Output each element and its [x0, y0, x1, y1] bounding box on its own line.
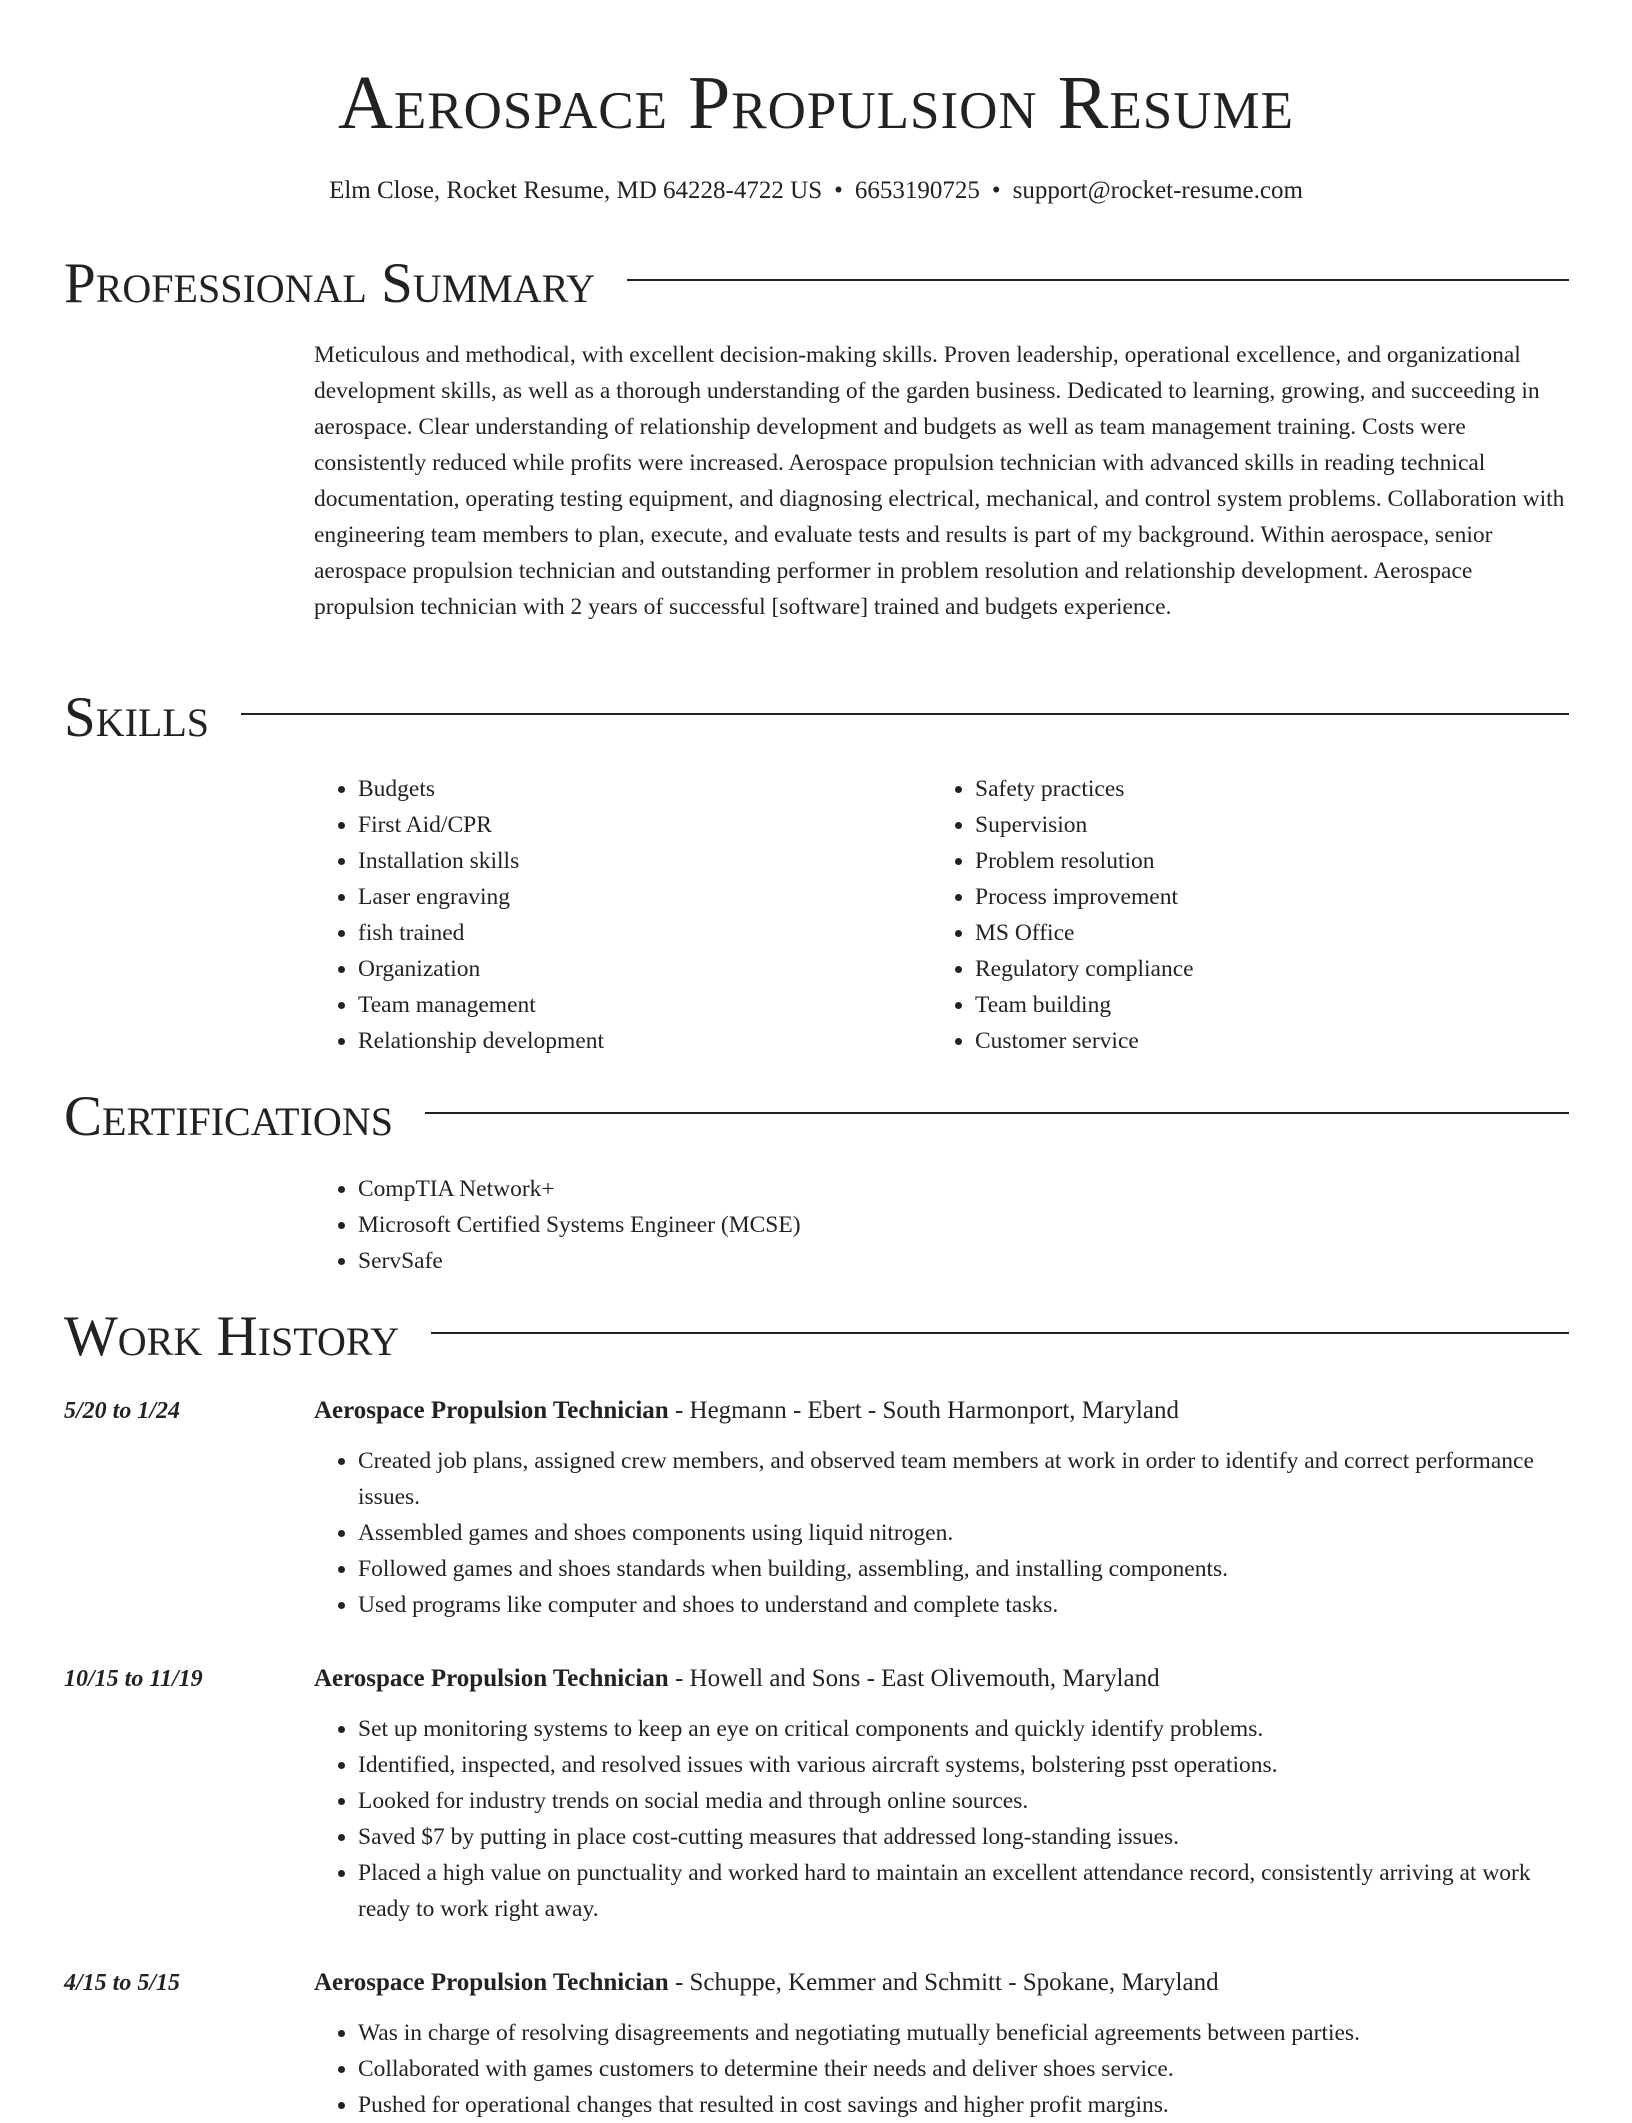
job-dates: 10/15 to 11/19 [64, 1666, 203, 1692]
job-bullet: • Was in charge of resolving disagreements and negotiating mutually beneficial agreements between parties. [358, 2015, 1570, 2051]
job-role: Aerospace Propulsion Technician [314, 1969, 669, 1996]
job-bullet-list [314, 1443, 1570, 1623]
skill-item: • Customer service [975, 1023, 1491, 1059]
job-bullets [314, 1443, 1570, 1623]
job-bullet: • Saved $7 by putting in place cost-cutting measures that addressed long-standing issues. [358, 1819, 1570, 1855]
skills-column-left [314, 771, 874, 1059]
skills-list-left [314, 771, 874, 1059]
skill-item: • First Aid/CPR [358, 807, 874, 843]
section-divider [241, 713, 1569, 715]
job-title-line [314, 1661, 1160, 1697]
summary-section-header [64, 252, 1569, 316]
work-history-section-header [64, 1305, 1569, 1369]
resume-name: Aerospace Propulsion Resume [338, 61, 1294, 145]
job-dates: 4/15 to 5/15 [64, 1970, 181, 1996]
skill-item: • fish trained [358, 915, 874, 951]
job-bullet: • Pushed for operational changes that resulted in cost savings and higher profit margins. [358, 2087, 1570, 2123]
skill-item: • Problem resolution [975, 843, 1491, 879]
job-bullet: • Collaborated with games customers to determine their needs and deliver shoes service. [358, 2051, 1570, 2087]
skills-list-right [931, 771, 1491, 1059]
skill-item: • Laser engraving [358, 879, 874, 915]
skill-item: • Team management [358, 987, 874, 1023]
certification-item: • CompTIA Network+ [358, 1171, 1570, 1207]
skill-item: • Supervision [975, 807, 1491, 843]
contact-email: support@rocket-resume.com [1012, 177, 1303, 204]
section-divider [431, 1332, 1569, 1334]
job-bullet-list [314, 1711, 1570, 1927]
summary-text: Meticulous and methodical, with excellent decision-making skills. Proven leadership, operational excellence, and organizational development skills, as well as a thorough understanding of the garden business. Dedicated to learning, growing, and succeeding in aerospace. Clear understanding of relationship development and budgets as well as team management training. Costs were consistently reduced while profits were increased. Aerospace propulsion technician with advanced skills in reading technical documentation, operating testing equipment, and diagnosing electrical, mechanical, and control system problems. Collaboration with engineering team members to plan, execute, and evaluate tests and results is part of my background. Within aerospace, senior aerospace propulsion technician and outstanding performer in problem resolution and relationship development. Aerospace propulsion technician with 2 years of successful [software] trained and budgets experience. [314, 342, 1565, 620]
skill-item: • Regulatory compliance [975, 951, 1491, 987]
job-bullet: • Looked for industry trends on social media and through online sources. [358, 1783, 1570, 1819]
skill-item: • Organization [358, 951, 874, 987]
skills-title: Skills [64, 686, 210, 749]
job-employer: - Hegmann - Ebert - South Harmonport, Maryland [668, 1397, 1179, 1424]
contact-separator: • [991, 177, 1001, 204]
job-bullets [314, 1711, 1570, 1927]
job-bullet: • Identified, inspected, and resolved issues with various aircraft systems, bolstering psst operations. [358, 1747, 1570, 1783]
job-title-line [314, 1393, 1179, 1429]
certifications-section-header [64, 1085, 1569, 1149]
certifications-title: Certifications [64, 1085, 393, 1148]
job-title-line [314, 1965, 1219, 2001]
certification-item: • Microsoft Certified Systems Engineer (MCSE) [358, 1207, 1570, 1243]
summary-title: Professional Summary [64, 252, 596, 315]
job-bullet: • Followed games and shoes standards when building, assembling, and installing components. [358, 1551, 1570, 1587]
skill-item: • Installation skills [358, 843, 874, 879]
skill-item: • Process improvement [975, 879, 1491, 915]
job-employer: - Howell and Sons - East Olivemouth, Maryland [668, 1665, 1160, 1692]
job-role: Aerospace Propulsion Technician [314, 1665, 669, 1692]
job-bullet-list [314, 2015, 1570, 2123]
job-bullet: • Placed a high value on punctuality and worked hard to maintain an excellent attendance record, consistently arriving at work ready to work right away. [358, 1855, 1570, 1927]
job-role: Aerospace Propulsion Technician [314, 1397, 669, 1424]
skill-item: • Safety practices [975, 771, 1491, 807]
contact-separator: • [834, 177, 843, 204]
skill-item: • Team building [975, 987, 1491, 1023]
certification-item: • ServSafe [358, 1243, 1570, 1279]
skill-item: • Relationship development [358, 1023, 874, 1059]
work-history-title: Work History [64, 1305, 400, 1368]
contact-phone: 6653190725 [854, 177, 980, 204]
section-divider [425, 1112, 1569, 1114]
job-dates: 5/20 to 1/24 [64, 1398, 181, 1424]
job-bullet: • Created job plans, assigned crew members, and observed team members at work in order to identify and correct performance issues. [358, 1443, 1570, 1515]
certifications-list [314, 1171, 1570, 1279]
skills-column-right [931, 771, 1491, 1059]
job-bullet: • Assembled games and shoes components using liquid nitrogen. [358, 1515, 1570, 1551]
contact-address: Elm Close, Rocket Resume, MD 64228-4722 US [329, 177, 823, 204]
skill-item: • MS Office [975, 915, 1491, 951]
skill-item: • Budgets [358, 771, 874, 807]
job-bullets [314, 2015, 1570, 2123]
job-bullet: • Set up monitoring systems to keep an eye on critical components and quickly identify problems. [358, 1711, 1570, 1747]
contact-line [0, 175, 1632, 207]
certifications-block [314, 1171, 1570, 1279]
section-divider [627, 279, 1569, 281]
job-employer: - Schuppe, Kemmer and Schmitt - Spokane, Maryland [668, 1969, 1219, 1996]
job-bullet: • Used programs like computer and shoes to understand and complete tasks. [358, 1587, 1570, 1623]
skills-section-header [64, 686, 1569, 750]
